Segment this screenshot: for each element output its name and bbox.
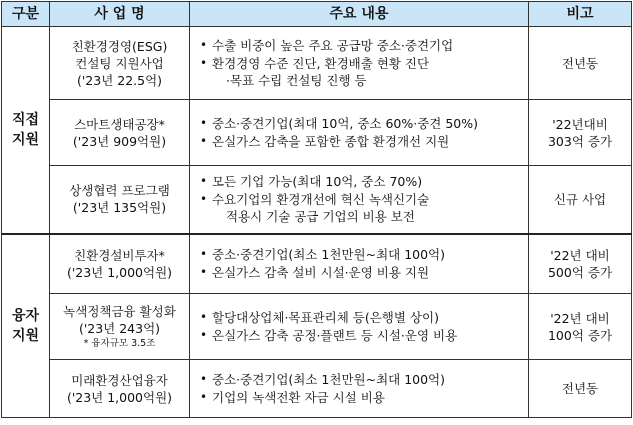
remark (529, 294, 632, 360)
content-text: 중소·중견기업(최소 1천만원~최대 100억) (212, 372, 446, 387)
content-text: 중소·중견기업(최대 10억, 중소 60%·중견 50%) (212, 116, 479, 131)
category-line: 지원 (11, 327, 40, 344)
remark-line: '22년 대비 (550, 310, 610, 326)
business-name (50, 166, 190, 234)
content-text: 온실가스 감축 설비 시설·운영 비용 지원 (212, 265, 430, 281)
table-row (2, 166, 632, 234)
business-line: ('23년 135억원) (72, 200, 167, 216)
remark (529, 166, 632, 234)
content-item (198, 246, 524, 263)
business-name (50, 360, 190, 418)
main-content (190, 294, 529, 360)
content-text: 중소·중견기업(최소 1천만원~최대 100억) (212, 247, 446, 263)
content-text: ·목표 수립 컨설팅 진행 등 (226, 73, 367, 88)
content-text: 온실가스 감축 공정·플랜트 등 시설·운영 비용 (212, 328, 458, 343)
business-name (50, 294, 190, 360)
content-item (198, 264, 524, 281)
content-item (198, 389, 524, 406)
content-item (198, 37, 524, 54)
remark (529, 234, 632, 294)
main-content (190, 234, 529, 294)
content-item (198, 133, 524, 150)
business-line: ('23년 909억원) (72, 133, 167, 149)
support-program-table (1, 1, 632, 418)
business-line: ('23년 22.5억) (76, 72, 163, 88)
main-content (190, 166, 529, 234)
content-text: 환경경영 수준 진단, 환경배출 현황 진단 (212, 56, 430, 71)
table-row (2, 360, 632, 418)
remark-line: 500억 증가 (547, 264, 613, 280)
category-loan-support (2, 234, 50, 418)
business-line: 스마트생태공장* (74, 116, 165, 132)
content-item (198, 115, 524, 132)
table-row (2, 234, 632, 294)
header-remark: 비고 (529, 2, 632, 27)
remark-line: '22년대비 (552, 116, 608, 132)
main-content (190, 360, 529, 418)
content-text: 적용시 기술 공급 기업의 비용 보전 (226, 209, 415, 225)
remark (529, 360, 632, 418)
content-item (198, 371, 524, 388)
table-row (2, 100, 632, 166)
header-category: 구분 (2, 2, 50, 27)
content-text: 온실가스 감축을 포함한 종합 환경개선 지원 (212, 134, 450, 149)
remark-line: 신규 사업 (553, 191, 607, 207)
business-line: 친환경경영(ESG) (71, 38, 168, 54)
table-row (2, 27, 632, 100)
category-line: 융자 (11, 307, 40, 324)
business-line: ('23년 1,000억원) (66, 389, 173, 405)
content-text: 수요기업의 환경개선에 혁신 녹색신기술 (212, 192, 430, 208)
remark (529, 100, 632, 166)
content-item (198, 173, 524, 190)
remark-line: 전년동 (561, 55, 599, 71)
category-line: 지원 (11, 131, 40, 148)
content-text: 모든 기업 가능(최대 10억, 중소 70%) (212, 174, 423, 190)
remark-line: '22년 대비 (550, 247, 610, 263)
content-item (198, 327, 524, 344)
remark-line: 전년동 (561, 381, 599, 396)
content-item (198, 309, 524, 326)
business-line: 상생협력 프로그램 (69, 183, 170, 199)
table-row (2, 294, 632, 360)
business-line: 미래환경산업융자 (71, 372, 168, 388)
business-footnote: * 융자규모 3.5조 (83, 338, 156, 349)
remark-line: 303억 증가 (547, 133, 613, 149)
remark (529, 27, 632, 100)
category-direct-support (2, 27, 50, 234)
header-row (2, 2, 632, 27)
remark-line: 100억 증가 (547, 327, 613, 343)
main-content (190, 27, 529, 100)
business-line: ('23년 1,000억원) (66, 264, 173, 280)
header-business: 사 업 명 (50, 2, 190, 27)
content-item (198, 55, 524, 89)
content-item (198, 191, 524, 225)
main-content (190, 100, 529, 166)
business-name (50, 234, 190, 294)
business-name (50, 27, 190, 100)
content-text: 할당대상업체·목표관리체 등(은행별 상이) (212, 310, 439, 325)
business-line: 녹색정책금융 활성화 (63, 304, 176, 319)
category-line: 직접 (11, 111, 40, 128)
content-text: 수출 비중이 높은 주요 공급망 중소·중견기업 (212, 38, 454, 53)
header-content: 주요 내용 (190, 2, 529, 27)
business-name (50, 100, 190, 166)
content-text: 기업의 녹색전환 자금 시설 비용 (212, 390, 385, 405)
business-line: ('23년 243억) (78, 321, 161, 336)
business-line: 컨설팅 지원사업 (75, 55, 164, 71)
business-line: 친환경설비투자* (74, 247, 165, 263)
